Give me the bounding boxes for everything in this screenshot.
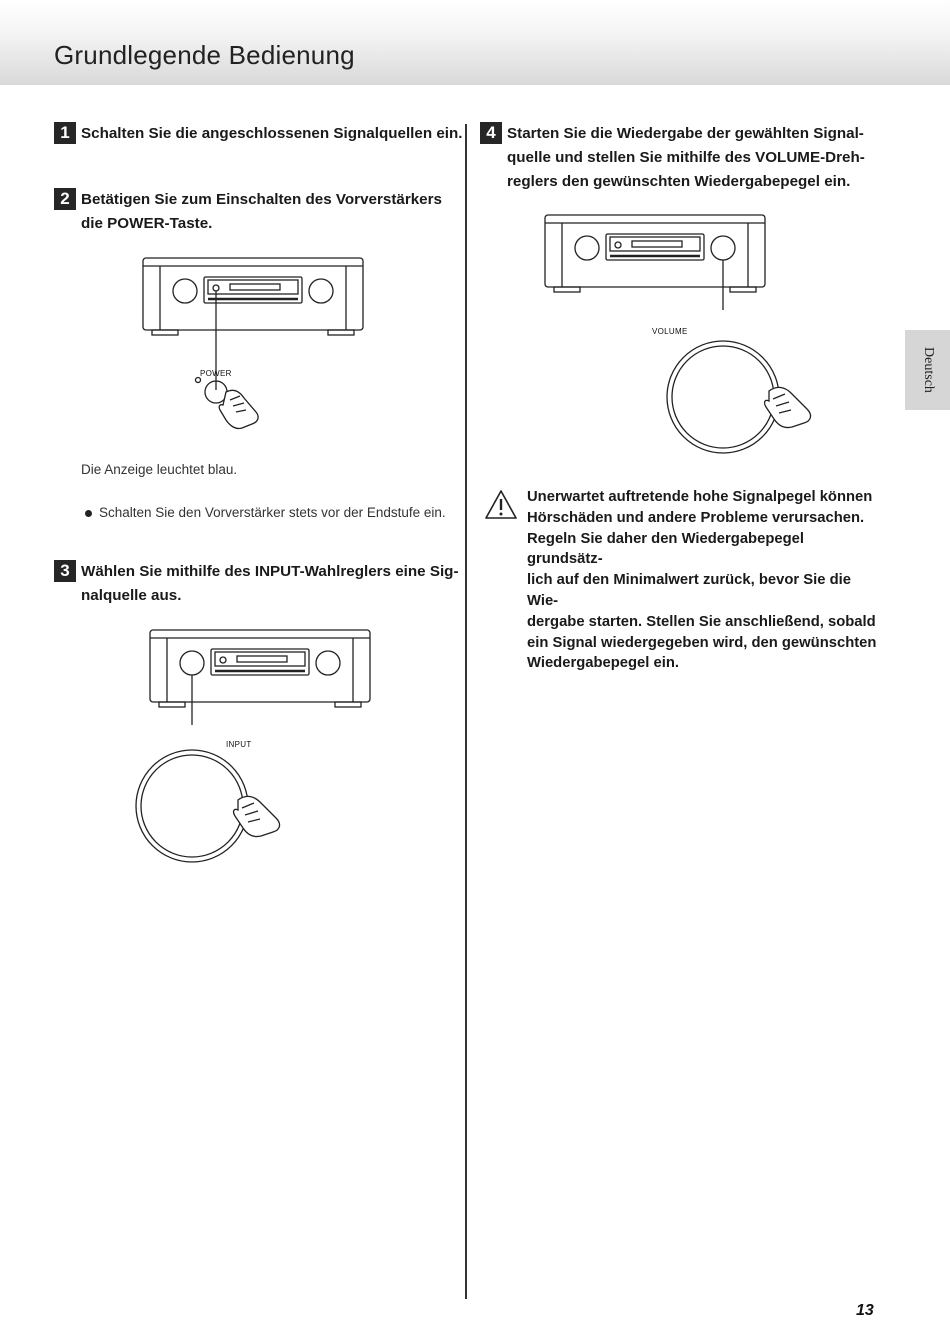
step-number: 4 xyxy=(480,122,502,144)
warning-line: Hörschäden und andere Probleme verursachen. xyxy=(527,509,865,526)
page-header xyxy=(0,0,950,85)
input-illustration xyxy=(130,620,390,875)
step-text: Schalten Sie die angeschlossenen Signalquellen ein. xyxy=(81,125,463,142)
step-number: 3 xyxy=(54,560,76,582)
warning-line: ein Signal wiedergegeben wird, den gewünschten xyxy=(527,634,877,651)
amplifier-drawing xyxy=(143,258,363,390)
step-number: 1 xyxy=(54,122,76,144)
amplifier-drawing xyxy=(545,215,765,310)
step-number: 2 xyxy=(54,188,76,210)
warning-triangle-icon xyxy=(484,489,518,521)
power-button-icon xyxy=(196,378,259,429)
warning-text xyxy=(527,487,879,674)
warning-line: lich auf den Minimalwert zurück, bevor Sie die Wie- xyxy=(527,572,851,609)
power-illustration xyxy=(130,250,380,440)
volume-illustration xyxy=(530,205,830,455)
step-text-line: Wählen Sie mithilfe des INPUT-Wahlreglers eine Sig- xyxy=(81,563,459,580)
step-text-line: quelle und stellen Sie mithilfe des VOLUME-Dreh- xyxy=(507,149,865,166)
step-text-line: nalquelle aus. xyxy=(81,587,182,604)
display-note: Die Anzeige leuchtet blau. xyxy=(81,462,238,477)
step-text-line: reglers den gewünschten Wiedergabepegel ein. xyxy=(507,173,851,190)
warning-line: Regeln Sie daher den Wiedergabepegel grundsätz- xyxy=(527,530,804,568)
language-side-tab xyxy=(905,330,950,410)
volume-knob-icon xyxy=(667,341,811,453)
bullet-note: Schalten Sie den Vorverstärker stets vor der Endstufe ein. xyxy=(99,505,446,520)
warning-line: dergabe starten. Stellen Sie anschließend, sobald xyxy=(527,613,876,630)
column-divider xyxy=(465,124,467,1299)
input-knob-icon xyxy=(136,750,280,862)
power-label: POWER xyxy=(200,369,232,378)
page-title: Grundlegende Bedienung xyxy=(54,40,355,70)
warning-line: Wiedergabepegel ein. xyxy=(527,655,679,672)
amplifier-drawing xyxy=(150,630,370,725)
input-label: INPUT xyxy=(226,740,252,749)
warning-line: Unerwartet auftretende hohe Signalpegel können xyxy=(527,489,873,505)
language-label: Deutsch xyxy=(920,347,936,393)
step-text-line: Betätigen Sie zum Einschalten des Vorverstärkers xyxy=(81,191,442,208)
volume-label: VOLUME xyxy=(652,327,688,336)
page-number: 13 xyxy=(856,1302,874,1319)
step-text-line: die POWER-Taste. xyxy=(81,215,213,232)
step-text-line: Starten Sie die Wiedergabe der gewählten Signal- xyxy=(507,125,864,142)
bullet-icon xyxy=(85,510,92,517)
